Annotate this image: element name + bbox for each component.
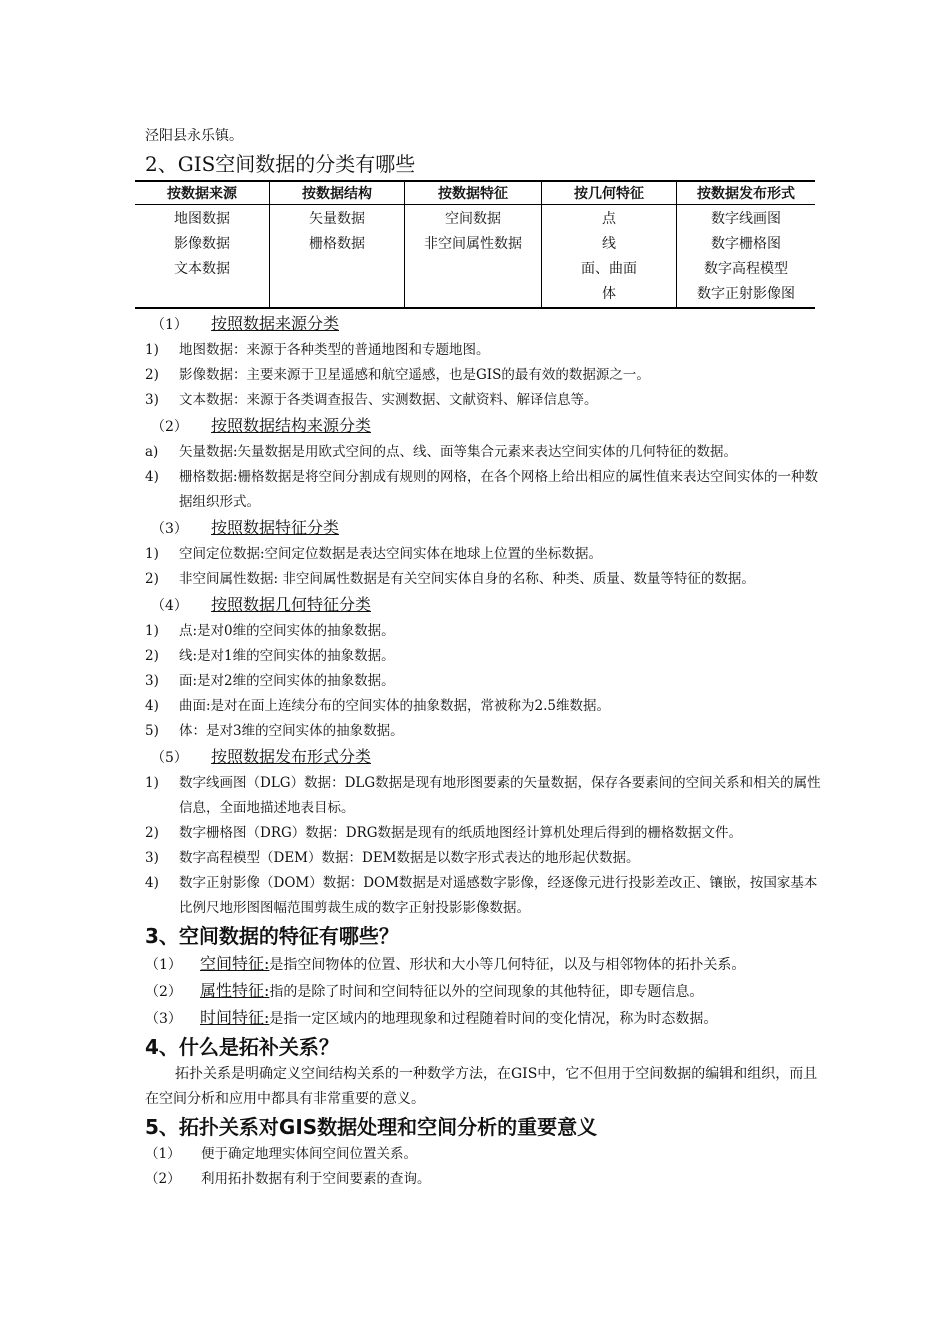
cell-line: 空间数据: [445, 211, 501, 227]
item-text: 数字高程模型（DEM）数据：DEM数据是以数字形式表达的地形起伏数据。: [179, 850, 640, 866]
item-text: 栅格数据:栅格数据是将空间分割成有规则的网格，在各个网格上给出相应的属性值来表达空间实体的一种数据组织形式。: [179, 469, 819, 510]
section-number: （4）: [151, 598, 188, 614]
item-text: 矢量数据:矢量数据是用欧式空间的点、线、面等集合元素来表达空间实体的几何特征的数据。: [179, 444, 738, 460]
list-item: [145, 669, 825, 694]
q4-heading: 4、什么是拓补关系？: [145, 1035, 339, 1059]
item-marker: 4): [145, 875, 159, 891]
cell-line: 数字正射影像图: [697, 286, 795, 302]
list-item: [145, 821, 825, 846]
q3-heading: 3、空间数据的特征有哪些？: [145, 924, 399, 948]
table-cell: [677, 205, 816, 309]
item-text: 数字线画图（DLG）数据：DLG数据是现有地形图要素的矢量数据，保存各要素间的空间关系和相关的属性信息，全面地描述地表目标。: [179, 775, 821, 816]
cell-line: 非空间属性数据: [424, 236, 522, 252]
cell-line: 地图数据: [174, 211, 230, 227]
list-item: [145, 846, 825, 871]
item-marker: 1): [145, 342, 159, 358]
table-header-cell: 按几何特征: [542, 181, 677, 205]
list-item: [145, 567, 825, 592]
item-marker: 2): [145, 648, 159, 664]
section-heading: [151, 744, 825, 771]
table-header-cell: 按数据发布形式: [677, 181, 816, 205]
q2-heading: 2、GIS空间数据的分类有哪些: [145, 152, 416, 176]
section-heading: [151, 592, 825, 619]
item-marker: 4): [145, 698, 159, 714]
item-text: 利用拓扑数据有利于空间要素的查询。: [201, 1171, 431, 1187]
list-item: [145, 465, 825, 515]
item-marker: 5): [145, 723, 159, 739]
cell-line: 体: [602, 286, 616, 302]
feature-text: 是指空间物体的位置、形状和大小等几何特征，以及与相邻物体的拓扑关系。: [269, 957, 746, 973]
item-marker: 1): [145, 623, 159, 639]
item-marker: （1）: [145, 1146, 181, 1162]
list-item: [145, 871, 825, 921]
q5-heading: 5、拓扑关系对GIS数据处理和空间分析的重要意义: [145, 1115, 598, 1139]
feature-item: [145, 978, 825, 1005]
item-marker: 1): [145, 546, 159, 562]
feature-term: 时间特征:: [200, 1008, 270, 1027]
item-text: 影像数据：主要来源于卫星遥感和航空遥感，也是GIS的最有效的数据源之一。: [179, 367, 650, 383]
table-header-cell: 按数据特征: [405, 181, 542, 205]
cell-line: 矢量数据: [309, 211, 365, 227]
q4-paragraph: 拓扑关系是明确定义空间结构关系的一种数学方法，在GIS中，它不但用于空间数据的编辑和组织，而且在空间分析和应用中都具有非常重要的意义。: [145, 1066, 818, 1107]
feature-number: （1）: [145, 957, 182, 973]
table-header-row: [135, 181, 815, 205]
item-text: 地图数据：来源于各种类型的普通地图和专题地图。: [179, 342, 490, 358]
item-text: 文本数据：来源于各类调查报告、实测数据、文献资料、解译信息等。: [179, 392, 598, 408]
cell-line: 数字线画图: [711, 211, 781, 227]
list-item: [145, 542, 825, 567]
section-title: 按照数据特征分类: [211, 518, 340, 537]
list-item: [145, 1167, 825, 1192]
item-text: 点:是对0维的空间实体的抽象数据。: [179, 623, 395, 639]
item-text: 非空间属性数据: 非空间属性数据是有关空间实体自身的名称、种类、质量、数量等特征的数据。: [179, 571, 755, 587]
list-item: [145, 440, 825, 465]
item-text: 体：是对3维的空间实体的抽象数据。: [179, 723, 404, 739]
list-item: [145, 619, 825, 644]
cell-line: 线: [602, 236, 616, 252]
list-item: [145, 694, 825, 719]
section-number: （5）: [151, 750, 188, 766]
section-title: 按照数据几何特征分类: [211, 595, 372, 614]
section-heading: [151, 311, 825, 338]
item-text: 线:是对1维的空间实体的抽象数据。: [179, 648, 395, 664]
feature-term: 属性特征:: [200, 981, 270, 1000]
section-number: （2）: [151, 419, 188, 435]
feature-item: [145, 951, 825, 978]
document-page: [145, 124, 825, 1192]
item-text: 面:是对2维的空间实体的抽象数据。: [179, 673, 395, 689]
item-text: 曲面:是对在面上连续分布的空间实体的抽象数据，常被称为2.5维数据。: [179, 698, 611, 714]
feature-term: 空间特征:: [200, 954, 270, 973]
cell-line: 影像数据: [174, 236, 230, 252]
item-text: 数字正射影像（DOM）数据：DOM数据是对遥感数字影像，经逐像元进行投影差改正、镶嵌，按国家基本比例尺地形图图幅范围剪裁生成的数字正射投影影像数据。: [179, 875, 818, 916]
feature-text: 是指一定区域内的地理现象和过程随着时间的变化情况，称为时态数据。: [269, 1011, 718, 1027]
item-text: 数字栅格图（DRG）数据：DRG数据是现有的纸质地图经计算机处理后得到的栅格数据文件。: [179, 825, 743, 841]
feature-item: [145, 1005, 825, 1032]
table-cell: [405, 205, 542, 309]
classification-table: [135, 180, 815, 309]
intro-tail-text: 泾阳县永乐镇。: [145, 128, 243, 144]
list-item: [145, 644, 825, 669]
item-marker: 2): [145, 367, 159, 383]
feature-number: （3）: [145, 1011, 182, 1027]
item-marker: a): [145, 444, 159, 460]
cell-line: 点: [602, 211, 616, 227]
item-marker: 3): [145, 673, 159, 689]
item-marker: 4): [145, 469, 159, 485]
cell-line: 数字栅格图: [711, 236, 781, 252]
table-cell: [135, 205, 270, 309]
list-item: [145, 338, 825, 363]
item-marker: （2）: [145, 1171, 181, 1187]
table-cell: [270, 205, 405, 309]
section-number: （1）: [151, 317, 188, 333]
item-marker: 3): [145, 850, 159, 866]
feature-text: 指的是除了时间和空间特征以外的空间现象的其他特征，即专题信息。: [269, 984, 704, 1000]
section-title: 按照数据发布形式分类: [211, 747, 372, 766]
item-marker: 2): [145, 825, 159, 841]
item-text: 空间定位数据:空间定位数据是表达空间实体在地球上位置的坐标数据。: [179, 546, 603, 562]
cell-line: 栅格数据: [309, 236, 365, 252]
table-header-cell: 按数据结构: [270, 181, 405, 205]
section-title: 按照数据结构来源分类: [211, 416, 372, 435]
item-text: 便于确定地理实体间空间位置关系。: [201, 1146, 417, 1162]
cell-line: 面、曲面: [581, 261, 637, 277]
list-item: [145, 771, 825, 821]
item-marker: 1): [145, 775, 159, 791]
list-item: [145, 1142, 825, 1167]
feature-number: （2）: [145, 984, 182, 1000]
table-header-cell: 按数据来源: [135, 181, 270, 205]
cell-line: 文本数据: [174, 261, 230, 277]
item-marker: 3): [145, 392, 159, 408]
list-item: [145, 388, 825, 413]
item-marker: 2): [145, 571, 159, 587]
section-number: （3）: [151, 521, 188, 537]
table-cell: [542, 205, 677, 309]
section-heading: [151, 515, 825, 542]
table-row: [135, 205, 815, 309]
cell-line: 数字高程模型: [704, 261, 788, 277]
list-item: [145, 719, 825, 744]
section-heading: [151, 413, 825, 440]
section-title: 按照数据来源分类: [211, 314, 340, 333]
list-item: [145, 363, 825, 388]
